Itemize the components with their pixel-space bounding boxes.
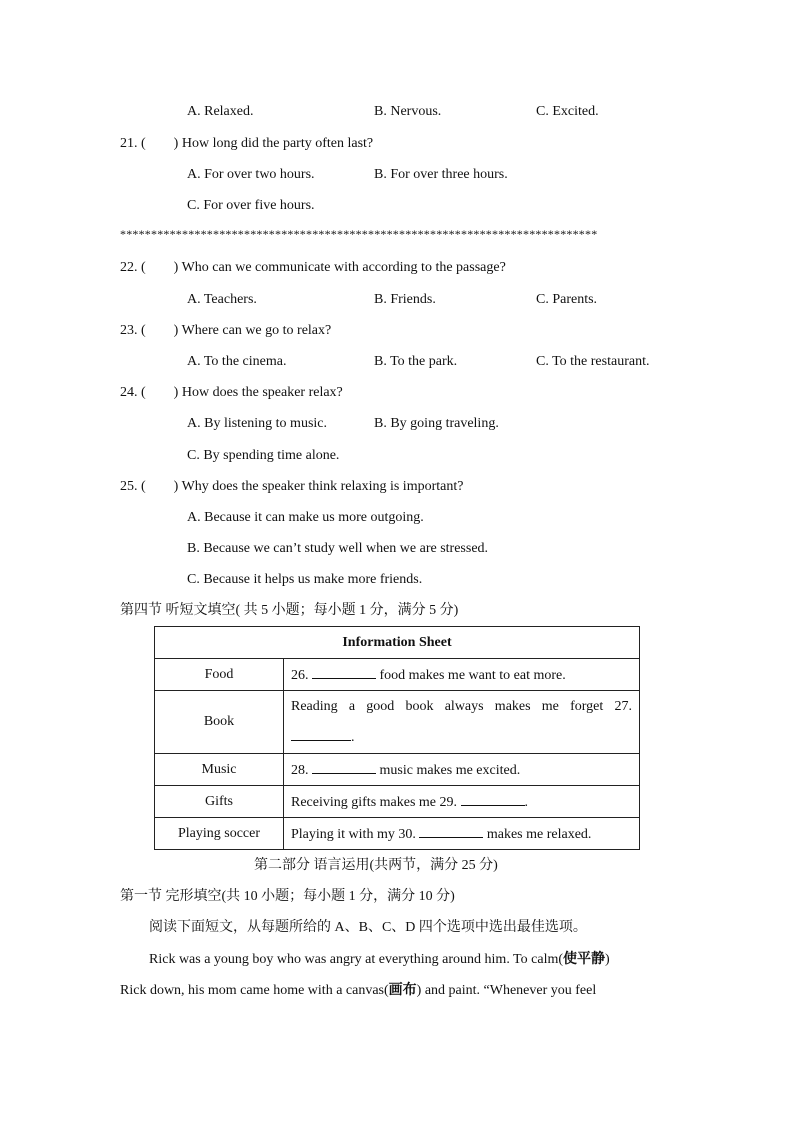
row-label: Playing soccer xyxy=(155,818,284,850)
row-content: 26. food makes me want to eat more. xyxy=(284,659,640,691)
gloss-text: 使平静 xyxy=(563,952,606,967)
section-4-heading: 第四节 听短文填空( 共 5 小题；每小题 1 分，满分 5 分) xyxy=(120,603,459,618)
q25-option-a: A. Because it can make us more outgoing. xyxy=(187,510,424,525)
q23-option-b: B. To the park. xyxy=(374,354,458,369)
question-number: 21. ( xyxy=(120,136,146,151)
q22-option-c: C. Parents. xyxy=(536,292,598,307)
passage-line-1: Rick was a young boy who was angry at everything around him. To calm(使平静) xyxy=(149,952,610,967)
q20-option-c: C. Excited. xyxy=(536,104,599,119)
q21-option-b: B. For over three hours. xyxy=(374,167,508,182)
q20-option-b: B. Nervous. xyxy=(374,104,442,119)
table-row xyxy=(155,659,640,691)
q22-option-a: A. Teachers. xyxy=(187,292,257,307)
table-row xyxy=(155,754,640,786)
question-number: 24. ( xyxy=(120,385,146,400)
question-number: 22. ( xyxy=(120,260,146,275)
q23-option-a: A. To the cinema. xyxy=(187,354,287,369)
row-content: Playing it with my 30. makes me relaxed. xyxy=(284,818,640,850)
section-1-heading: 第一节 完形填空(共 10 小题；每小题 1 分，满分 10 分) xyxy=(120,889,455,904)
table-row xyxy=(155,691,640,754)
table-header-row xyxy=(155,627,640,659)
q25-option-c: C. Because it helps us make more friends. xyxy=(187,572,423,587)
answer-blank-26[interactable] xyxy=(312,665,376,679)
q23-option-c: C. To the restaurant. xyxy=(536,354,650,369)
q24-option-b: B. By going traveling. xyxy=(374,416,499,431)
q21-option-a: A. For over two hours. xyxy=(187,167,315,182)
answer-blank-27[interactable] xyxy=(291,727,351,741)
row-label: Book xyxy=(155,691,284,754)
q25-option-b: B. Because we can’t study well when we are stressed. xyxy=(187,541,489,556)
answer-blank-30[interactable] xyxy=(419,824,483,838)
question-23: 23. ( ) Where can we go to relax? xyxy=(120,323,332,338)
passage-line-2: Rick down, his mom came home with a canvas(画布) and paint. “Whenever you feel xyxy=(120,983,597,998)
question-number: 25. ( xyxy=(120,479,146,494)
row-content: Receiving gifts makes me 29. . xyxy=(284,786,640,818)
table-row xyxy=(155,818,640,850)
row-content: 28. music makes me excited. xyxy=(284,754,640,786)
q24-option-a: A. By listening to music. xyxy=(187,416,327,431)
row-label: Gifts xyxy=(155,786,284,818)
question-text: How does the speaker relax? xyxy=(181,385,343,400)
q21-option-c: C. For over five hours. xyxy=(187,198,315,213)
question-24: 24. ( ) How does the speaker relax? xyxy=(120,385,343,400)
question-text: How long did the party often last? xyxy=(181,136,374,151)
answer-blank-29[interactable] xyxy=(461,792,525,806)
instruction-text: 阅读下面短文，从每题所给的 A、B、C、D 四个选项中选出最佳选项。 xyxy=(149,920,587,935)
question-25: 25. ( ) Why does the speaker think relaxing is important? xyxy=(120,479,464,494)
row-label: Food xyxy=(155,659,284,691)
table-row xyxy=(155,786,640,818)
table-title: Information Sheet xyxy=(155,627,640,659)
question-text: Who can we communicate with according to the passage? xyxy=(181,260,506,275)
information-sheet-table xyxy=(154,626,640,850)
answer-blank-28[interactable] xyxy=(312,760,376,774)
part-2-heading: 第二部分 语言运用(共两节，满分 25 分) xyxy=(254,858,498,873)
section-separator: ***************************************************************************** xyxy=(120,227,598,241)
question-number: 23. ( xyxy=(120,323,146,338)
q20-option-a: A. Relaxed. xyxy=(187,104,254,119)
question-text: Where can we go to relax? xyxy=(181,323,332,338)
gloss-text: 画布 xyxy=(388,983,417,998)
question-text: Why does the speaker think relaxing is important? xyxy=(181,479,464,494)
q22-option-b: B. Friends. xyxy=(374,292,436,307)
row-content: Reading a good book always makes me forget 27.. xyxy=(284,691,640,754)
row-label: Music xyxy=(155,754,284,786)
q24-option-c: C. By spending time alone. xyxy=(187,448,340,463)
question-21: 21. ( ) How long did the party often last? xyxy=(120,136,374,151)
question-22: 22. ( ) Who can we communicate with according to the passage? xyxy=(120,260,506,275)
